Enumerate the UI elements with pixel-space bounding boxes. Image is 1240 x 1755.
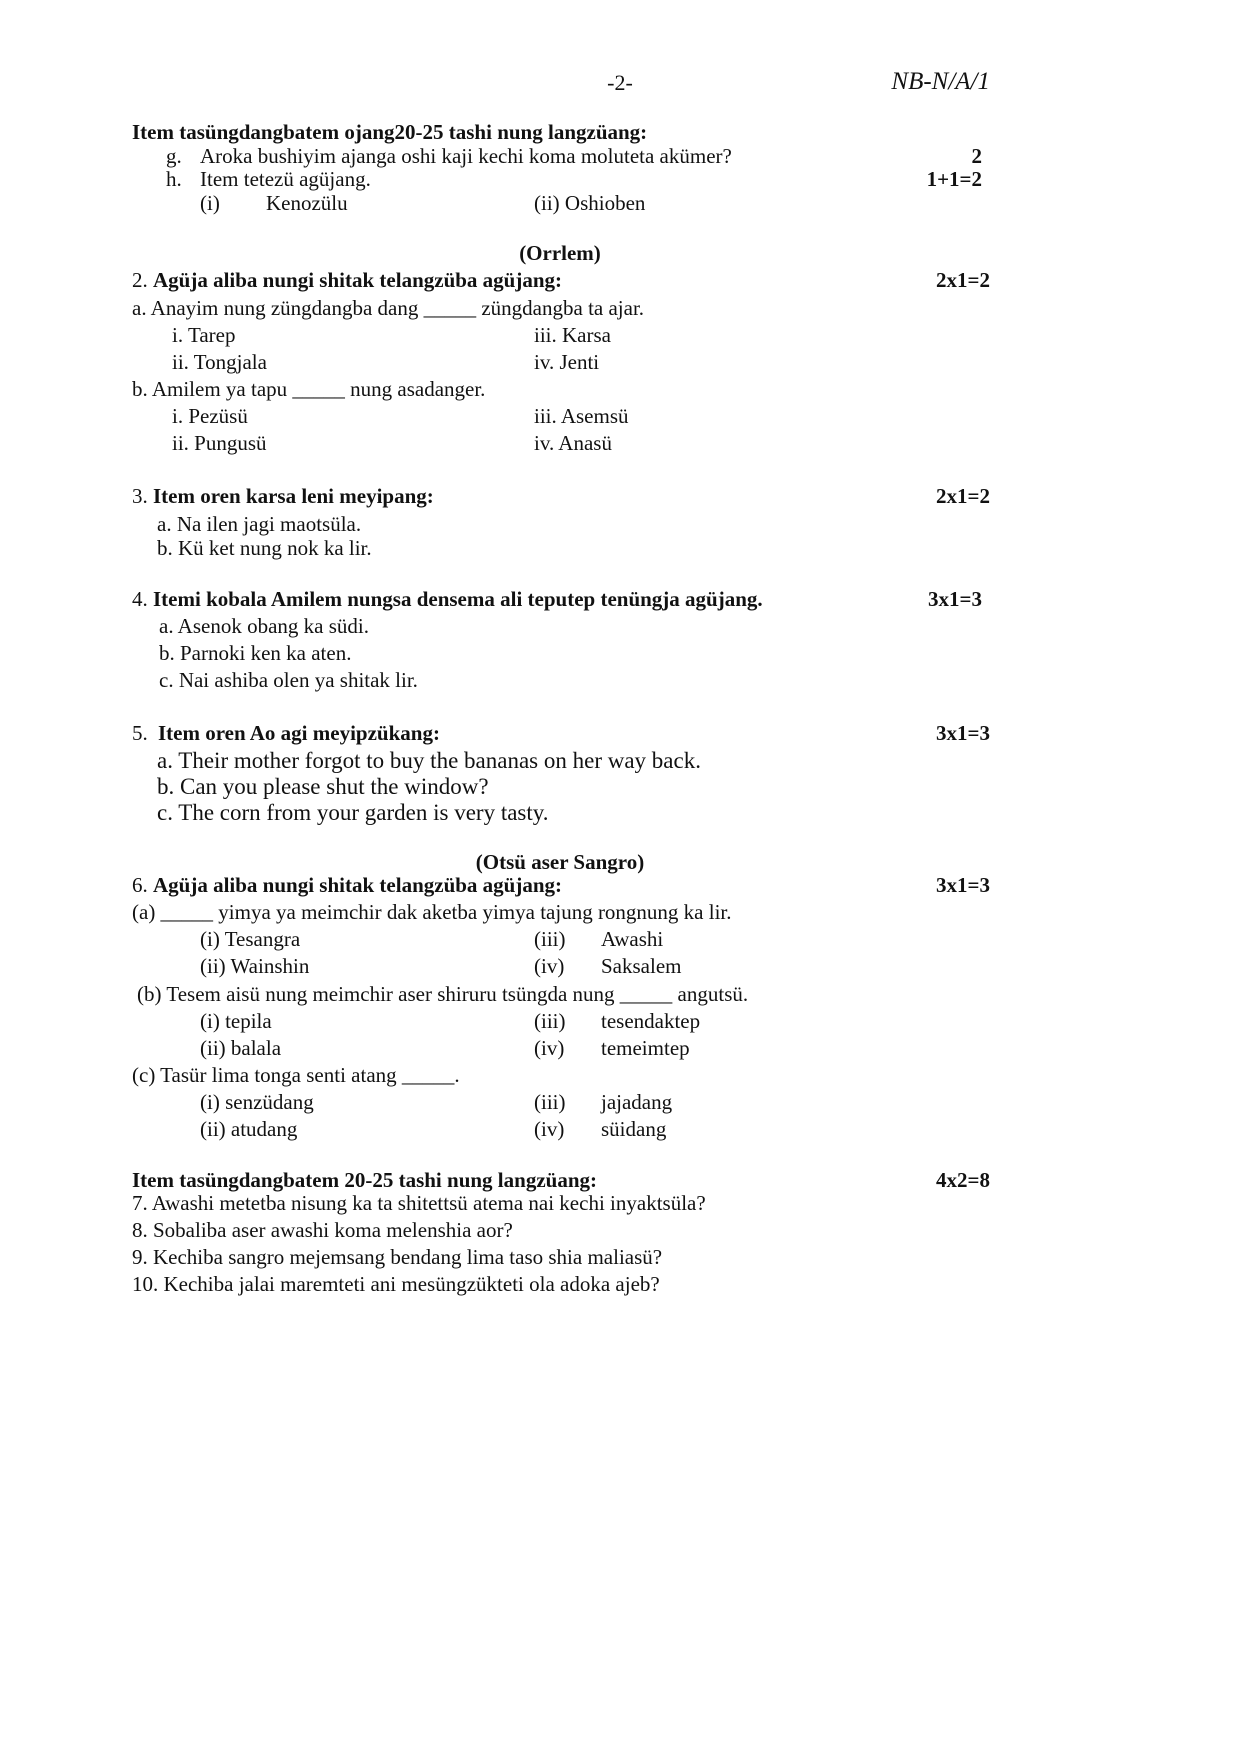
item-label: h. (166, 167, 182, 191)
question-heading: Item oren Ao agi meyipzükang: (158, 721, 440, 745)
option-label: (i) (200, 191, 220, 215)
marks: 1+1=2 (926, 167, 982, 191)
option: Awashi (601, 927, 664, 951)
option: (ii) balala (200, 1036, 282, 1060)
option-label: (iii) (534, 927, 566, 951)
question-text: a. Anayim nung züngdangba dang _____ züngdangba ta ajar. (132, 296, 645, 320)
question-text: 10. Kechiba jalai maremteti ani mesüngzükteti ola adoka ajeb? (132, 1272, 660, 1296)
question-text: (a) _____ yimya ya meimchir dak aketba yimya tajung rongnung ka lir. (132, 900, 732, 924)
option-label: (iii) (534, 1009, 566, 1033)
option: (i) tepila (200, 1009, 272, 1033)
list-item: a. Their mother forgot to buy the bananas on her way back. (157, 748, 701, 773)
option: iii. Karsa (534, 323, 611, 347)
marks: 3x1=3 (928, 587, 982, 611)
section-title: (Orrlem) (519, 241, 601, 265)
question-text: 7. Awashi metetba nisung ka ta shitettsü atema nai kechi inyaktsüla? (132, 1191, 706, 1215)
marks: 2 (971, 144, 982, 168)
option: i. Tarep (172, 323, 236, 347)
option: süidang (601, 1117, 667, 1141)
question-number: 3. (132, 484, 148, 508)
option: iv. Anasü (534, 431, 612, 455)
section-heading: Item tasüngdangbatem ojang20-25 tashi nung langzüang: (132, 120, 648, 144)
question-number: 5. (132, 721, 148, 745)
option: iv. Jenti (534, 350, 600, 374)
option: ii. Tongjala (172, 350, 267, 374)
question-heading: Itemi kobala Amilem nungsa densema ali teputep tenüngja agüjang. (153, 587, 763, 611)
list-item: b. Parnoki ken ka aten. (159, 641, 352, 665)
question-text: Item tetezü agüjang. (200, 167, 371, 191)
option: ii. Pungusü (172, 431, 267, 455)
marks: 2x1=2 (936, 484, 990, 508)
option-label: (iv) (534, 1036, 565, 1060)
question-number: 4. (132, 587, 148, 611)
option: i. Pezüsü (172, 404, 248, 428)
option-label: (iii) (534, 1090, 566, 1114)
section-title: (Otsü aser Sangro) (475, 850, 645, 874)
question-text: b. Amilem ya tapu _____ nung asadanger. (132, 377, 486, 401)
option: iii. Asemsü (534, 404, 629, 428)
option: (i) senzüdang (200, 1090, 314, 1114)
option: (ii) Oshioben (534, 191, 646, 215)
question-number: 2. (132, 268, 148, 292)
question-text: (b) Tesem aisü nung meimchir aser shiruru tsüngda nung _____ angutsü. (137, 982, 749, 1006)
section-heading: Item tasüngdangbatem 20-25 tashi nung langzüang: (132, 1168, 597, 1192)
option: jajadang (601, 1090, 673, 1114)
list-item: a. Asenok obang ka südi. (159, 614, 369, 638)
option: tesendaktep (601, 1009, 701, 1033)
question-text: 9. Kechiba sangro mejemsang bendang lima taso shia maliasü? (132, 1245, 663, 1269)
list-item: a. Na ilen jagi maotsüla. (157, 512, 362, 536)
option: temeimtep (601, 1036, 690, 1060)
option: (i) Tesangra (200, 927, 301, 951)
question-heading: Agüja aliba nungi shitak telangzüba agüjang: (153, 873, 563, 897)
option: (ii) atudang (200, 1117, 298, 1141)
marks: 2x1=2 (936, 268, 990, 292)
list-item: b. Kü ket nung nok ka lir. (157, 536, 372, 560)
item-label: g. (166, 144, 182, 168)
page-number: -2- (607, 70, 633, 95)
marks: 3x1=3 (936, 721, 990, 745)
list-item: c. Nai ashiba olen ya shitak lir. (159, 668, 418, 692)
option-label: (iv) (534, 1117, 565, 1141)
list-item: c. The corn from your garden is very tasty. (157, 800, 549, 825)
marks: 4x2=8 (936, 1168, 990, 1192)
option: (ii) Wainshin (200, 954, 310, 978)
list-item: b. Can you please shut the window? (157, 774, 489, 799)
question-text: (c) Tasür lima tonga senti atang _____. (132, 1063, 460, 1087)
option-label: (iv) (534, 954, 565, 978)
question-heading: Agüja aliba nungi shitak telangzüba agüjang: (153, 268, 563, 292)
option: Kenozülu (266, 191, 348, 215)
option: Saksalem (601, 954, 682, 978)
paper-code: NB-N/A/1 (891, 68, 990, 95)
question-heading: Item oren karsa leni meyipang: (153, 484, 434, 508)
question-text: 8. Sobaliba aser awashi koma melenshia aor? (132, 1218, 513, 1242)
question-text: Aroka bushiyim ajanga oshi kaji kechi koma moluteta akümer? (200, 144, 732, 168)
question-number: 6. (132, 873, 148, 897)
marks: 3x1=3 (936, 873, 990, 897)
